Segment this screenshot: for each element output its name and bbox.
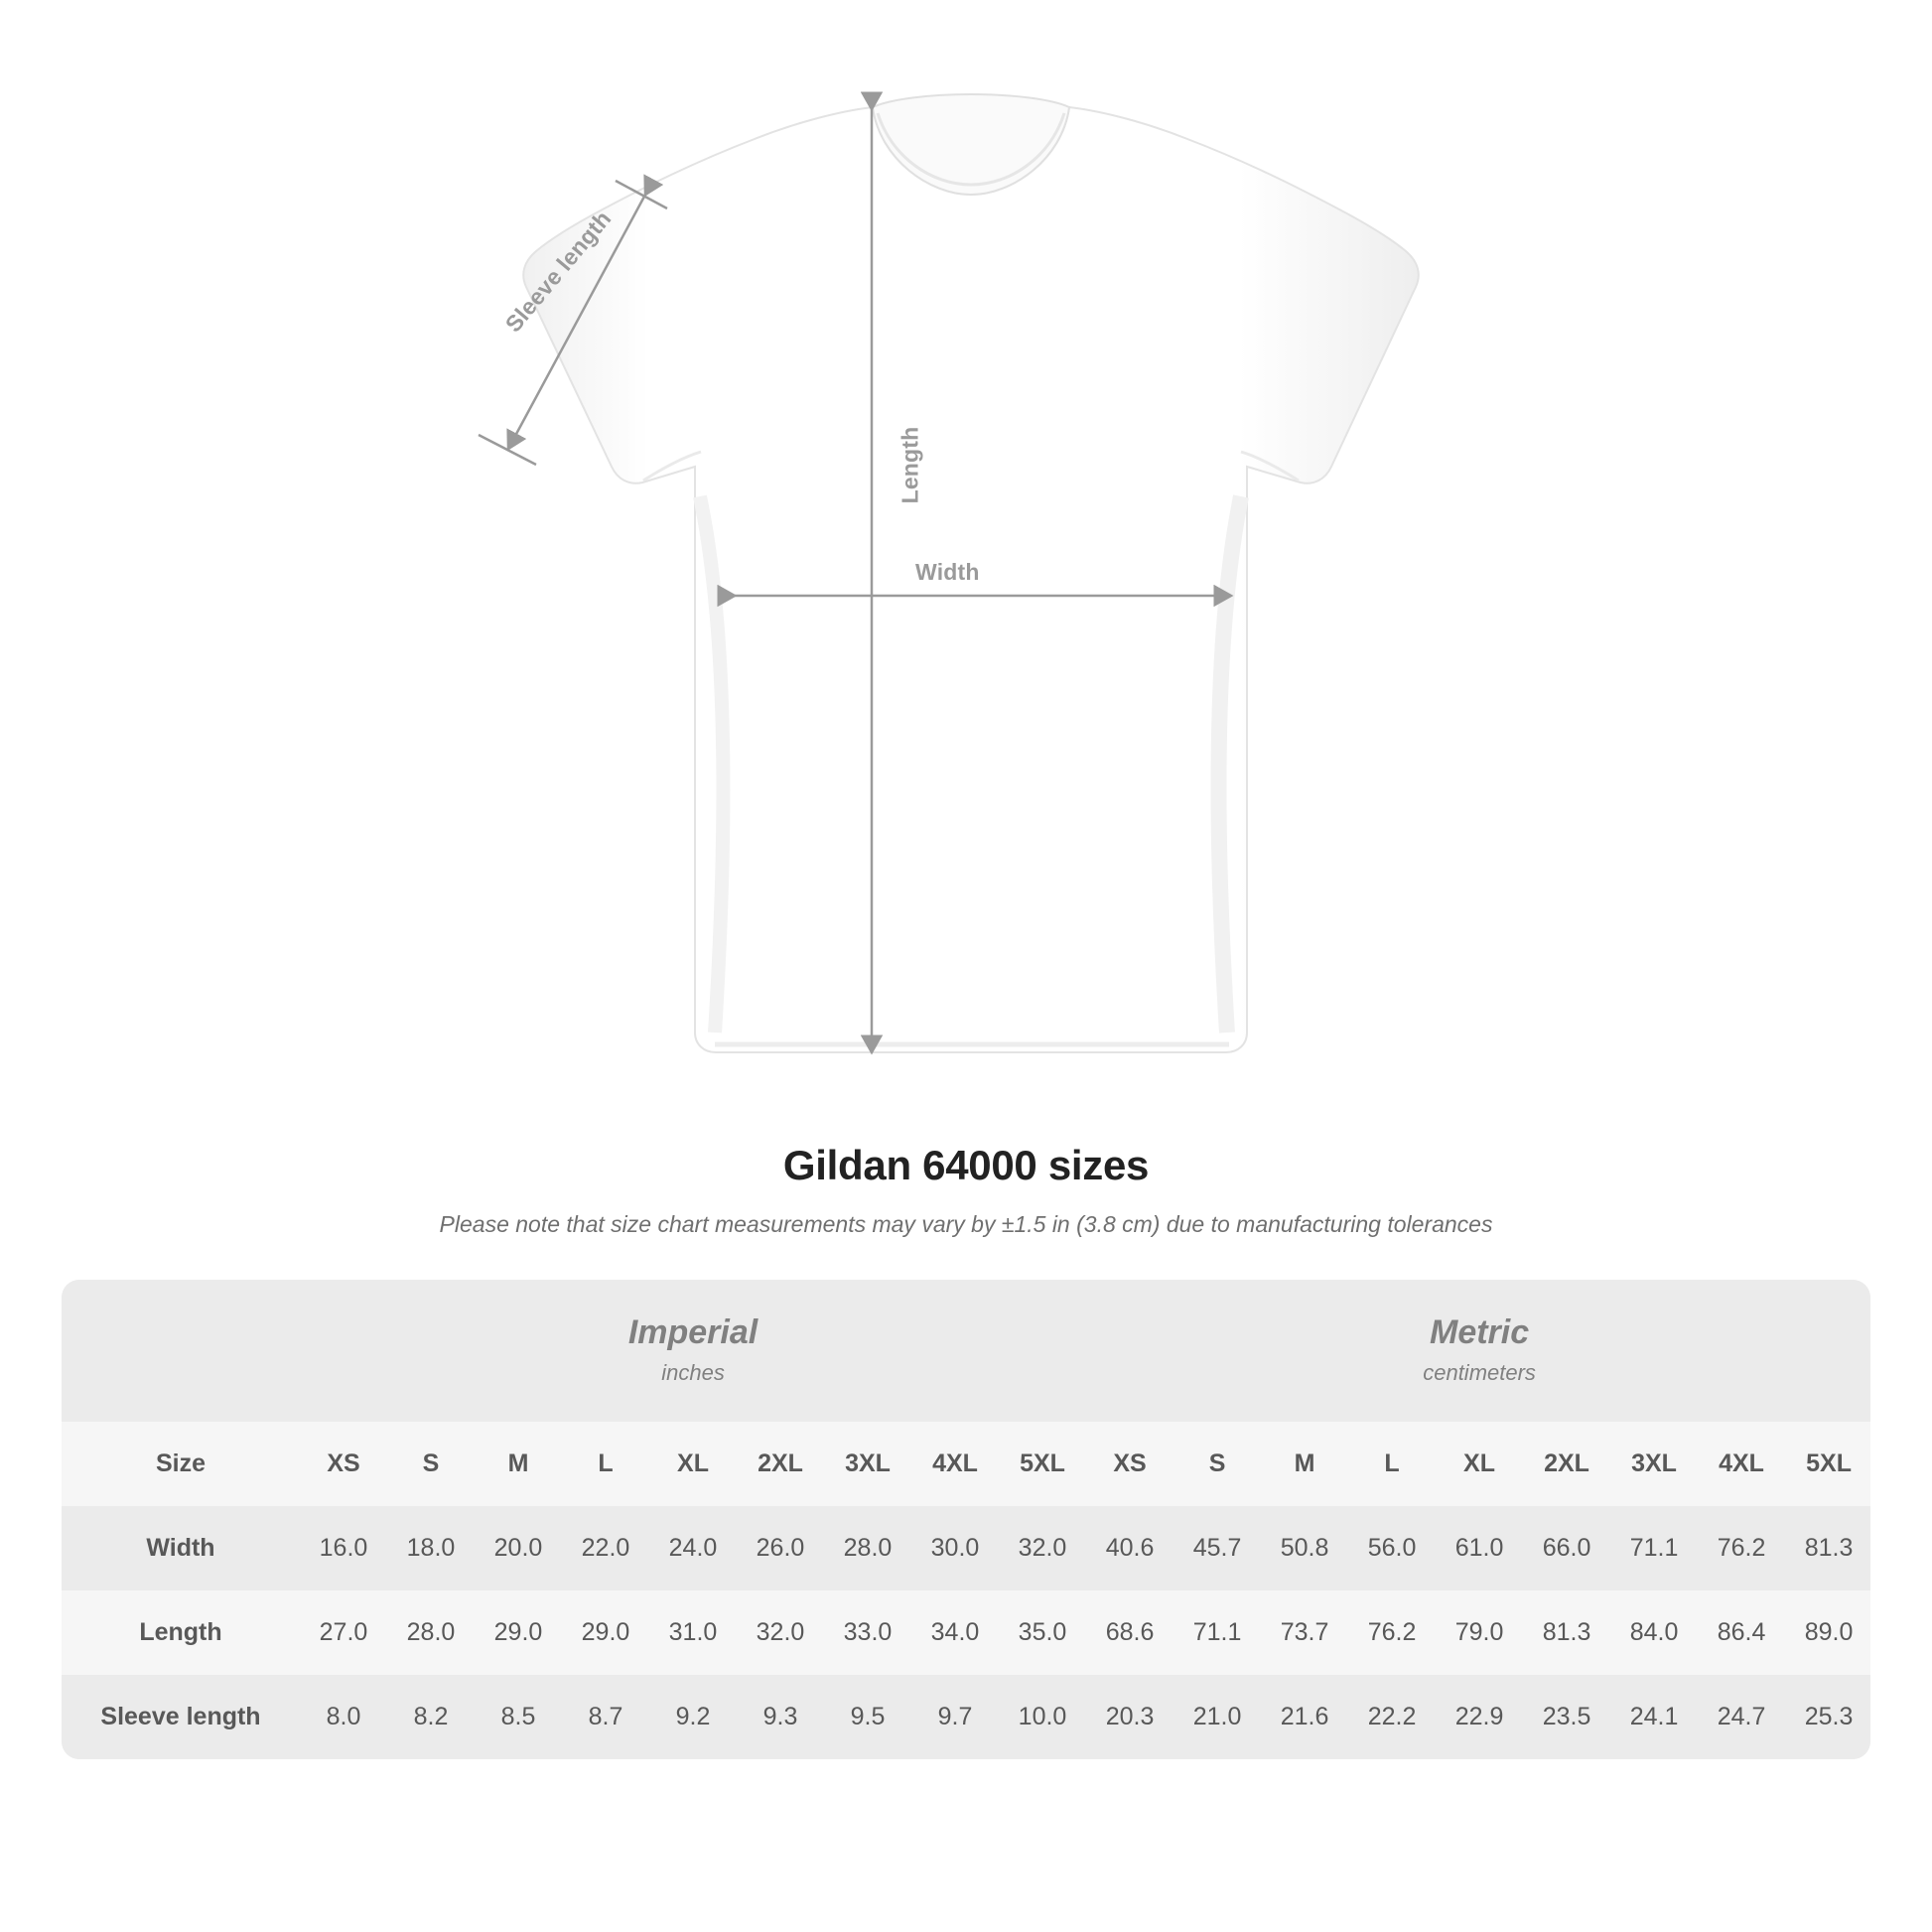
cell: 31.0 bbox=[649, 1590, 737, 1675]
unit-metric-sub: centimeters bbox=[1423, 1360, 1536, 1385]
cell: 73.7 bbox=[1261, 1590, 1348, 1675]
unit-header-row bbox=[62, 1280, 1870, 1422]
cell: 16.0 bbox=[300, 1506, 387, 1590]
size-header-cell: M bbox=[475, 1422, 562, 1506]
cell: 22.9 bbox=[1436, 1675, 1523, 1759]
label-width: Width bbox=[915, 559, 980, 585]
unit-imperial bbox=[300, 1280, 1086, 1422]
row-label-length: Length bbox=[62, 1590, 300, 1675]
cell: 89.0 bbox=[1785, 1590, 1870, 1675]
page-title: Gildan 64000 sizes bbox=[782, 1142, 1150, 1188]
cell: 20.0 bbox=[475, 1506, 562, 1590]
cell: 22.0 bbox=[562, 1506, 649, 1590]
size-header-cell: S bbox=[387, 1422, 475, 1506]
cell: 79.0 bbox=[1436, 1590, 1523, 1675]
cell: 9.7 bbox=[911, 1675, 999, 1759]
heading-block bbox=[0, 1142, 1932, 1238]
cell: 24.7 bbox=[1698, 1675, 1785, 1759]
unit-metric bbox=[1086, 1280, 1870, 1422]
table-row bbox=[62, 1590, 1870, 1675]
cell: 24.0 bbox=[649, 1506, 737, 1590]
cell: 22.2 bbox=[1348, 1675, 1436, 1759]
cell: 20.3 bbox=[1086, 1675, 1173, 1759]
cell: 8.0 bbox=[300, 1675, 387, 1759]
row-label-width: Width bbox=[62, 1506, 300, 1590]
size-header-cell: 3XL bbox=[1610, 1422, 1698, 1506]
size-header-cell: L bbox=[562, 1422, 649, 1506]
size-header-cell: 4XL bbox=[1698, 1422, 1785, 1506]
cell: 71.1 bbox=[1610, 1506, 1698, 1590]
size-header-cell: 3XL bbox=[824, 1422, 911, 1506]
table-row bbox=[62, 1506, 1870, 1590]
cell: 76.2 bbox=[1698, 1506, 1785, 1590]
table-row bbox=[62, 1675, 1870, 1759]
cell: 32.0 bbox=[737, 1590, 824, 1675]
size-header-cell: 4XL bbox=[911, 1422, 999, 1506]
cell: 29.0 bbox=[562, 1590, 649, 1675]
cell: 34.0 bbox=[911, 1590, 999, 1675]
cell: 9.2 bbox=[649, 1675, 737, 1759]
size-header-cell: XL bbox=[649, 1422, 737, 1506]
cell: 27.0 bbox=[300, 1590, 387, 1675]
cell: 84.0 bbox=[1610, 1590, 1698, 1675]
size-header-cell: M bbox=[1261, 1422, 1348, 1506]
size-header-cell: 2XL bbox=[1523, 1422, 1610, 1506]
cell: 26.0 bbox=[737, 1506, 824, 1590]
cell: 24.1 bbox=[1610, 1675, 1698, 1759]
size-table-wrapper bbox=[62, 1280, 1870, 1759]
unit-imperial-name: Imperial bbox=[627, 1313, 759, 1351]
cell: 66.0 bbox=[1523, 1506, 1610, 1590]
size-header-cell: S bbox=[1173, 1422, 1261, 1506]
cell: 71.1 bbox=[1173, 1590, 1261, 1675]
cell: 35.0 bbox=[999, 1590, 1086, 1675]
size-header-label: Size bbox=[62, 1422, 300, 1506]
cell: 21.0 bbox=[1173, 1675, 1261, 1759]
cell: 76.2 bbox=[1348, 1590, 1436, 1675]
cell: 10.0 bbox=[999, 1675, 1086, 1759]
cell: 9.3 bbox=[737, 1675, 824, 1759]
tolerance-note: Please note that size chart measurements may vary by ±1.5 in (3.8 cm) due to manufacturing tolerances bbox=[439, 1211, 1493, 1237]
size-table bbox=[62, 1280, 1870, 1759]
cell: 8.7 bbox=[562, 1675, 649, 1759]
cell: 8.2 bbox=[387, 1675, 475, 1759]
cell: 18.0 bbox=[387, 1506, 475, 1590]
cell: 25.3 bbox=[1785, 1675, 1870, 1759]
size-header-cell: 2XL bbox=[737, 1422, 824, 1506]
cell: 28.0 bbox=[387, 1590, 475, 1675]
size-header-cell: XL bbox=[1436, 1422, 1523, 1506]
size-header-cell: XS bbox=[1086, 1422, 1173, 1506]
cell: 86.4 bbox=[1698, 1590, 1785, 1675]
size-header-cell: 5XL bbox=[1785, 1422, 1870, 1506]
unit-imperial-sub: inches bbox=[661, 1360, 725, 1385]
cell: 50.8 bbox=[1261, 1506, 1348, 1590]
size-header-cell: 5XL bbox=[999, 1422, 1086, 1506]
cell: 21.6 bbox=[1261, 1675, 1348, 1759]
size-header-row bbox=[62, 1422, 1870, 1506]
cell: 29.0 bbox=[475, 1590, 562, 1675]
row-label-sleeve-length: Sleeve length bbox=[62, 1675, 300, 1759]
unit-spacer bbox=[62, 1280, 300, 1422]
cell: 61.0 bbox=[1436, 1506, 1523, 1590]
size-header-cell: L bbox=[1348, 1422, 1436, 1506]
cell: 33.0 bbox=[824, 1590, 911, 1675]
cell: 23.5 bbox=[1523, 1675, 1610, 1759]
label-length: Length bbox=[897, 426, 923, 504]
cell: 40.6 bbox=[1086, 1506, 1173, 1590]
cell: 81.3 bbox=[1785, 1506, 1870, 1590]
size-header-cell: XS bbox=[300, 1422, 387, 1506]
cell: 30.0 bbox=[911, 1506, 999, 1590]
cell: 8.5 bbox=[475, 1675, 562, 1759]
cell: 28.0 bbox=[824, 1506, 911, 1590]
label-sleeve-length: Sleeve length bbox=[499, 206, 617, 338]
cell: 45.7 bbox=[1173, 1506, 1261, 1590]
cell: 32.0 bbox=[999, 1506, 1086, 1590]
cell: 81.3 bbox=[1523, 1590, 1610, 1675]
unit-metric-name: Metric bbox=[1430, 1313, 1530, 1351]
cell: 56.0 bbox=[1348, 1506, 1436, 1590]
cell: 68.6 bbox=[1086, 1590, 1173, 1675]
cell: 9.5 bbox=[824, 1675, 911, 1759]
